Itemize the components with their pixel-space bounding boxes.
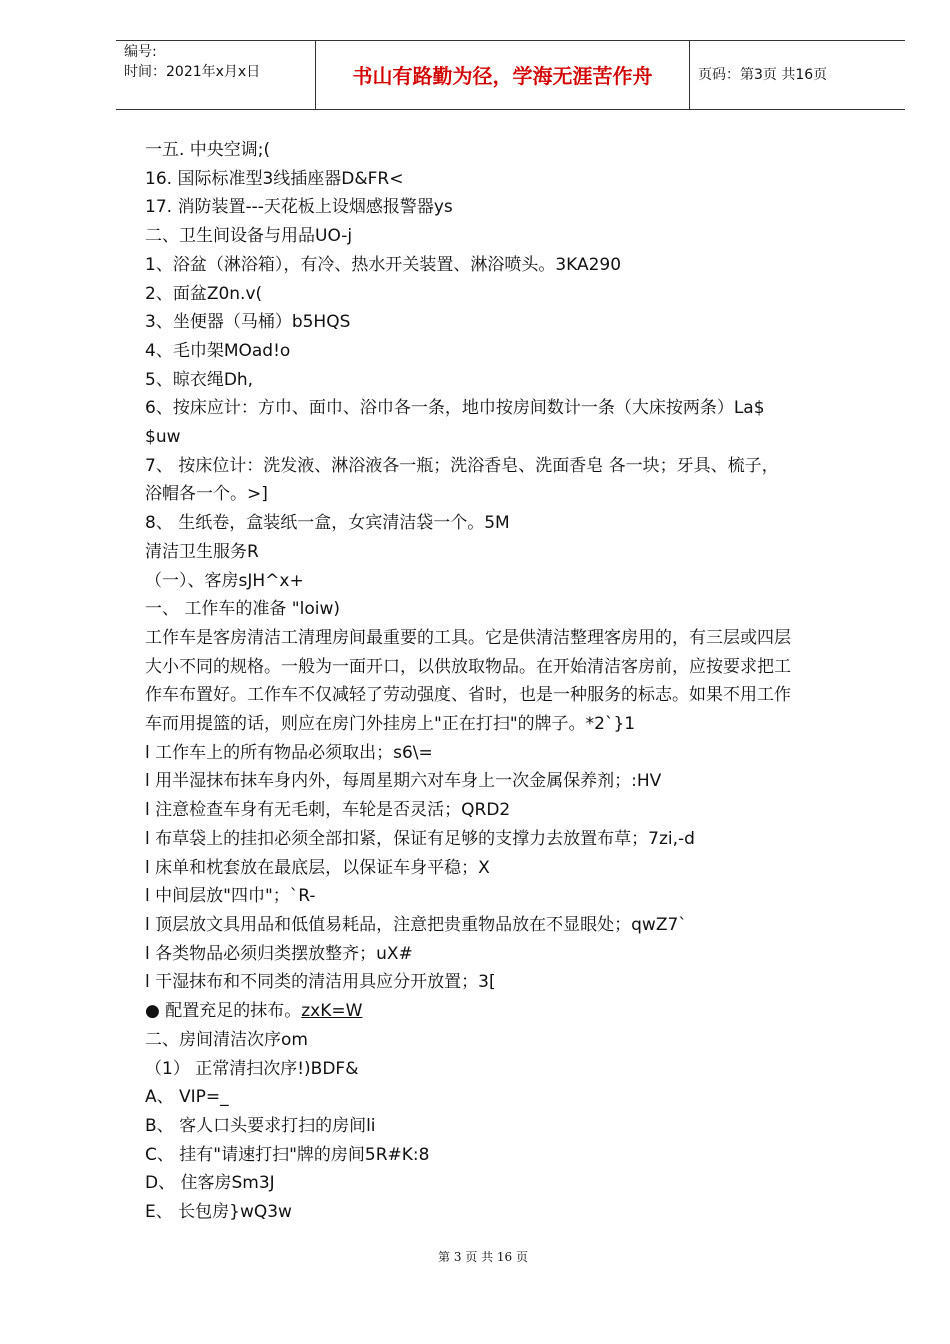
list-item: l 布草袋上的挂扣必须全部扣紧，保证有足够的支撑力去放置布草；7zi,-d — [145, 828, 695, 849]
page-header — [116, 40, 905, 110]
list-item: A、 VIP=_ — [145, 1087, 229, 1108]
text-line: $uw — [145, 427, 181, 448]
section-heading: 二、房间清洁次序om — [145, 1029, 308, 1050]
document-date: 时间：2021年x月x日 — [124, 64, 261, 80]
list-item: D、 住客房Sm3J — [145, 1173, 275, 1194]
bullet-text: ● 配置充足的抹布。 — [145, 1001, 302, 1022]
list-item: l 顶层放文具用品和低值易耗品，注意把贵重物品放在不显眼处；qwZ7` — [145, 914, 687, 935]
text-line: 4、毛巾架MOad!o — [145, 340, 291, 361]
header-motto: 书山有路勤为径，学海无涯苦作舟 — [352, 64, 653, 88]
list-item: l 干湿抹布和不同类的清洁用具应分开放置；3[ — [145, 972, 496, 993]
text-line: 7、 按床位计：洗发液、淋浴液各一瓶；洗浴香皂、洗面香皂 各一块；牙具、梳子， — [145, 455, 779, 476]
paragraph-line: 工作车是客房清洁工清理房间最重要的工具。它是供清洁整理客房用的，有三层或四层 — [145, 627, 791, 648]
text-line: 6、按床应计：方巾、面巾、浴巾各一条，地巾按房间数计一条（大床按两条）La$ — [145, 398, 765, 419]
underlined-code: zxK=W — [301, 1001, 363, 1022]
list-item: B、 客人口头要求打扫的房间li — [145, 1115, 376, 1136]
paragraph-line: 作车布置好。工作车不仅减轻了劳动强度、省时，也是一种服务的标志。如果不用工作 — [145, 685, 791, 706]
paragraph-line: 大小不同的规格。一般为一面开口，以供放取物品。在开始清洁客房前，应按要求把工 — [145, 656, 791, 677]
header-page-cell — [690, 41, 905, 109]
text-line: 1、浴盆（淋浴箱），有冷、热水开关装置、淋浴喷头。3KA290 — [145, 254, 622, 275]
document-body — [145, 136, 875, 1227]
text-line: 浴帽各一个。>] — [145, 484, 268, 505]
section-heading: 一、 工作车的准备 "loiw) — [145, 599, 341, 620]
text-line: 一五. 中央空调;( — [145, 140, 271, 160]
list-item: l 注意检查车身有无毛刺，车轮是否灵活；QRD2 — [145, 800, 511, 821]
section-heading: 清洁卫生服务R — [145, 541, 259, 562]
text-line: 8、 生纸卷，盒装纸一盒，女宾清洁袋一个。5M — [145, 513, 510, 534]
text-line: 17. 消防装置---天花板上设烟感报警器ys — [145, 197, 453, 218]
header-meta-cell — [116, 41, 316, 109]
list-item: E、 长包房}wQ3w — [145, 1202, 292, 1223]
text-line: 3、坐便器（马桶）b5HQS — [145, 312, 351, 333]
list-item: l 各类物品必须归类摆放整齐；uX# — [145, 943, 413, 964]
paragraph-line: 车而用提篮的话，则应在房门外挂房上"正在打扫"的牌子。*2`}1 — [145, 714, 636, 735]
header-page-info: 页码：第3页 共16页 — [698, 67, 828, 83]
text-line: 16. 国际标准型3线插座器D&FR< — [145, 168, 404, 189]
header-motto-cell — [316, 41, 690, 109]
list-item: l 床单和枕套放在最底层，以保证车身平稳；X — [145, 857, 490, 878]
section-heading: （一）、客房sJH^x+ — [145, 570, 304, 591]
subsection-heading: （1） 正常清扫次序!)BDF& — [145, 1058, 359, 1079]
page-footer: 第 3 页 共 16 页 — [438, 1250, 528, 1264]
document-number: 编号: — [124, 44, 157, 60]
text-line: 5、晾衣绳Dh, — [145, 369, 254, 390]
text-line: 2、面盆Z0n.v( — [145, 283, 263, 304]
list-item: C、 挂有"请速打扫"牌的房间5R#K:8 — [145, 1144, 430, 1165]
bullet-item — [145, 997, 875, 1026]
list-item: l 用半湿抹布抹车身内外，每周星期六对车身上一次金属保养剂；:HV — [145, 771, 662, 792]
list-item: l 工作车上的所有物品必须取出；s6\= — [145, 742, 433, 763]
list-item: l 中间层放"四巾"；`R- — [145, 886, 316, 907]
section-heading: 二、卫生间设备与用品UO-j — [145, 226, 353, 247]
